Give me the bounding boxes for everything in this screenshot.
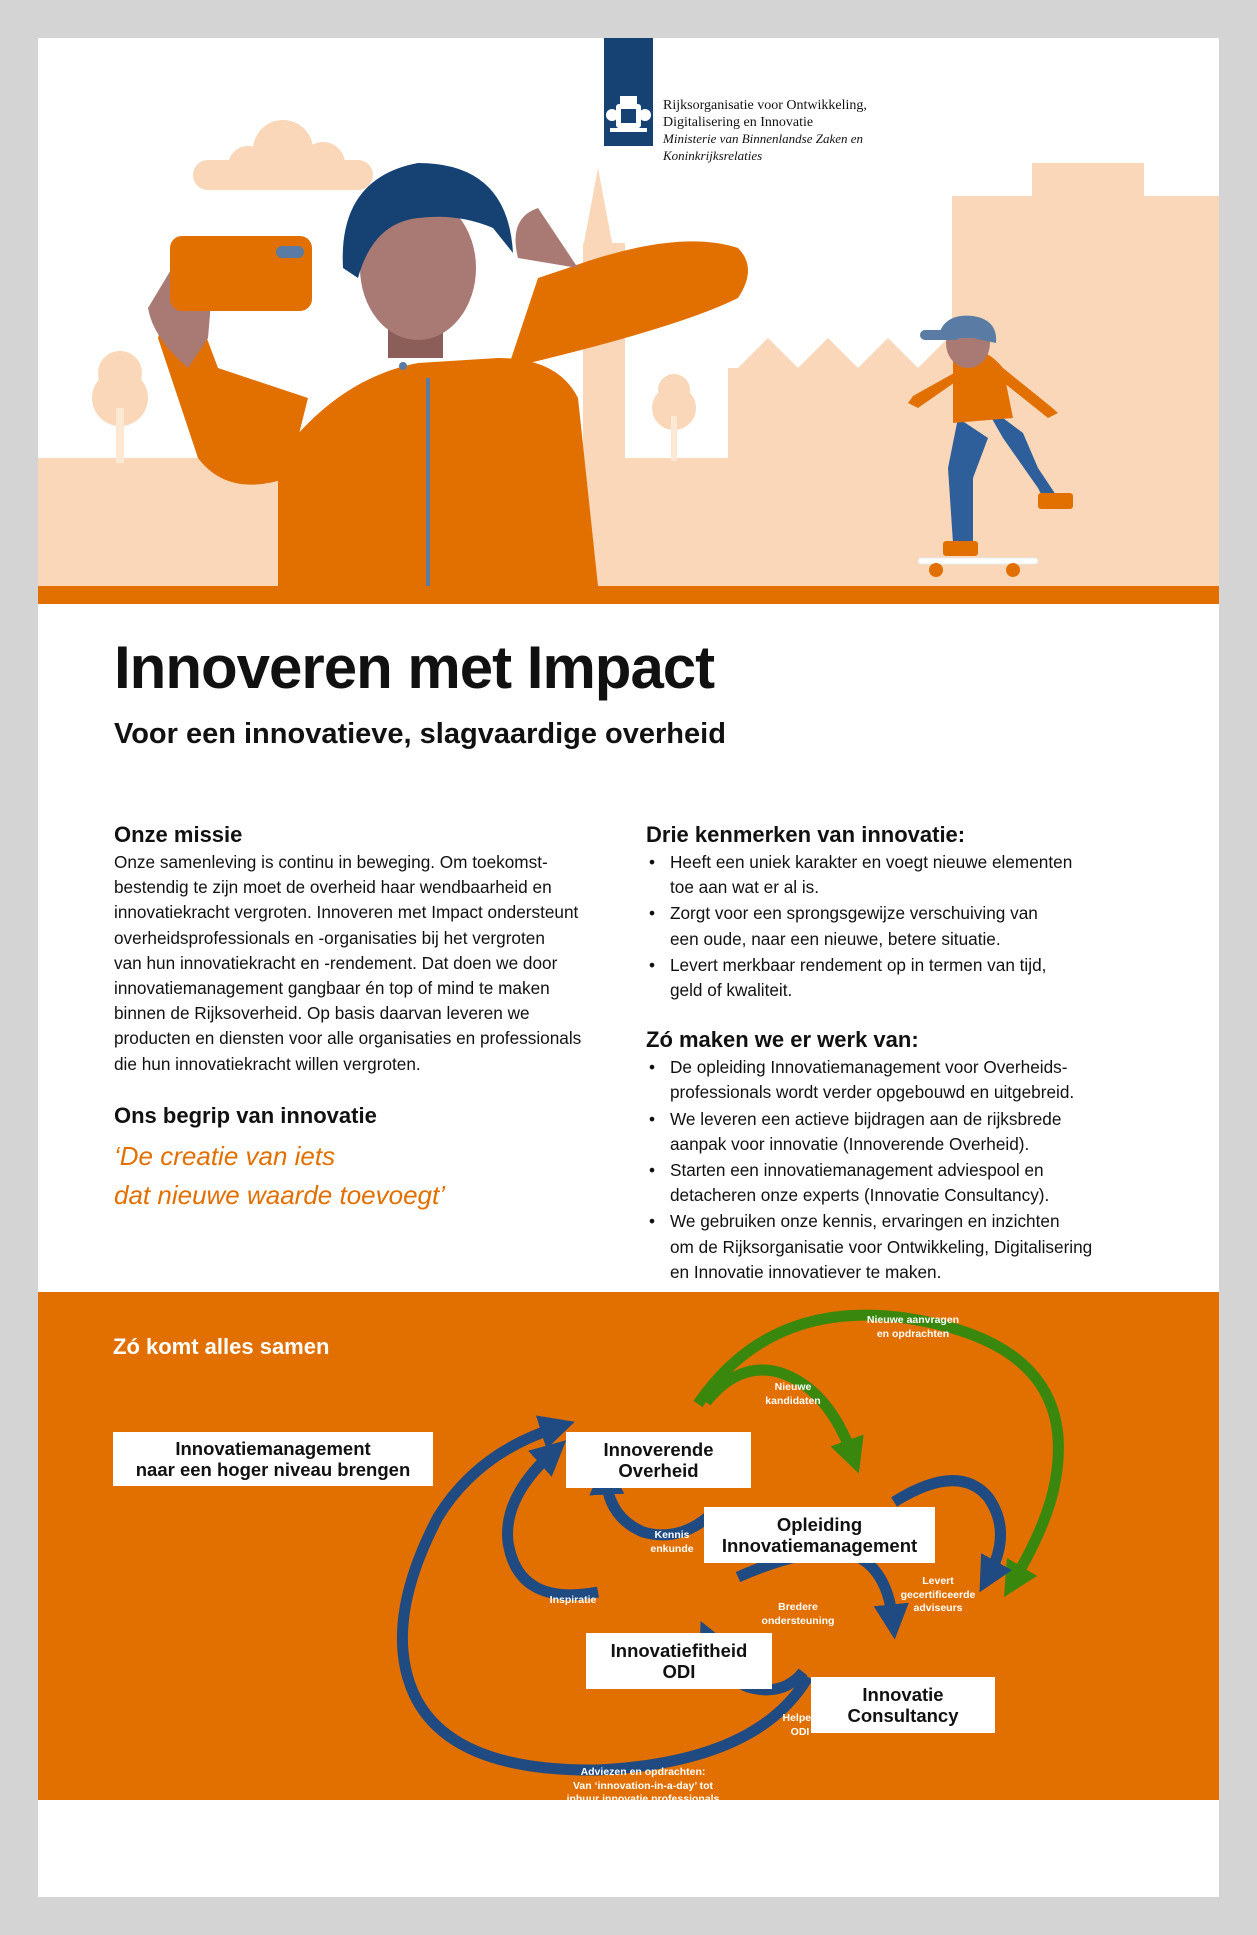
node-innovatie-consultancy [811, 1677, 995, 1733]
org-name-line: Digitalisering en Innovatie [663, 114, 814, 130]
list-item: • Levert merkbaar rendement op in termen van tijd, geld of kwaliteit. [646, 953, 1166, 1003]
node-line: Consultancy [847, 1705, 959, 1726]
diagram-band [38, 1292, 1219, 1805]
label-helpen: Helpen ODI [782, 1712, 818, 1738]
rijksoverheid-logo [604, 38, 653, 146]
diagram-title: Zó komt alles samen [113, 1334, 330, 1359]
page-title: Innoveren met Impact [114, 634, 715, 701]
node-line: Innoverende [603, 1439, 714, 1460]
node-opleiding [704, 1507, 935, 1563]
mission-line: bestendig te zijn moet de overheid haar wendbaarheid en [114, 877, 552, 898]
list-item: • De opleiding Innovatiemanagement voor Overheids- professionals wordt verder opgebouwd en uitgebreid. [646, 1055, 1166, 1105]
poster-page [38, 38, 1219, 1897]
label-bredere: Bredere ondersteuning [761, 1601, 835, 1627]
organization-name [663, 98, 867, 164]
tree-icon [652, 374, 696, 461]
label-nieuwe-aanvragen: Nieuwe aanvragen en opdrachten [866, 1314, 960, 1340]
label-levert: Levert gecertificeerde adviseurs [900, 1575, 976, 1614]
page-subtitle: Voor een innovatieve, slagvaardige overheid [114, 718, 726, 750]
quote-line: ‘De creatie van iets [114, 1140, 336, 1171]
mission-line: overheidsprofessionals en -organisaties bij het vergroten [114, 927, 545, 948]
org-name-line: Rijksorganisatie voor Ontwikkeling, [663, 98, 867, 113]
ministry-line: Ministerie van Binnenlandse Zaken en [663, 131, 864, 146]
characteristics-heading: Drie kenmerken van innovatie: [646, 822, 966, 847]
definition-heading: Ons begrip van innovatie [114, 1102, 377, 1128]
list-item: • Heeft een uniek karakter en voegt nieuwe elementen toe aan wat er al is. [646, 850, 1166, 900]
label-adviezen: Adviezen en opdrachten: Van ‘innovation-in-a-day’ tot inhuur innovatie professionals [566, 1766, 720, 1805]
node-line: Overheid [618, 1460, 699, 1481]
goal-line: naar een hoger niveau brengen [135, 1459, 411, 1480]
characteristics-list [646, 850, 1166, 1003]
list-item: • We leveren een actieve bijdragen aan de rijksbrede aanpak voor innovatie (Innoverende Overheid). [646, 1107, 1166, 1157]
approach-heading: Zó maken we er werk van: [646, 1027, 919, 1053]
mission-line: van hun innovatiekracht en -rendement. Dat doen we door [114, 952, 558, 973]
node-line: Innovatiemanagement [721, 1535, 918, 1556]
list-item: • Starten een innovatiemanagement adviespool en detacheren onze experts (Innovatie Consultancy). [646, 1158, 1166, 1208]
coat-of-arms-icon [604, 38, 653, 146]
mission-line: Onze samenleving is continu in beweging. Om toekomst- [114, 852, 548, 872]
approach-list [646, 1055, 1166, 1285]
tree-icon [92, 351, 148, 463]
mission-text [114, 850, 634, 1077]
left-column [114, 822, 634, 1215]
mission-line: binnen de Rijksoverheid. Op basis daarvan leveren we [114, 1003, 530, 1024]
node-line: ODI [662, 1661, 696, 1682]
definition-quote [114, 1137, 634, 1215]
label-inspiratie: Inspiratie [549, 1594, 597, 1606]
right-column [646, 822, 1166, 1286]
label-nieuwe-kandidaten: Nieuwe kandidaten [765, 1381, 821, 1407]
person-body [278, 358, 598, 586]
mission-line: producten en diensten voor alle organisaties en professionals [114, 1028, 582, 1049]
goal-line: Innovatiemanagement [175, 1438, 371, 1459]
mission-heading: Onze missie [114, 822, 243, 847]
node-line: Opleiding [776, 1514, 863, 1535]
list-item: • Zorgt voor een sprongsgewijze verschuiving van een oude, naar een nieuwe, betere situatie. [646, 901, 1166, 951]
cloud-icon [193, 120, 373, 190]
node-line: Innovatie [862, 1684, 944, 1705]
mission-line: die hun innovatiekracht willen vergroten. [114, 1053, 421, 1074]
mission-line: innovatiemanagement gangbaar én top of mind te maken [114, 978, 550, 999]
goal-box [113, 1432, 433, 1486]
church-tower [583, 168, 613, 248]
ministry-line: Koninkrijksrelaties [663, 147, 763, 163]
mission-line: innovatiekracht vergroten. Innoveren met Impact ondersteunt [114, 902, 579, 923]
node-innovatiefitheid-odi [586, 1633, 772, 1689]
node-innoverende-overheid [566, 1432, 751, 1488]
node-line: Innovatiefitheid [610, 1640, 748, 1661]
label-kennis: Kennis enkunde [650, 1529, 694, 1555]
flow-arrows [38, 1292, 1219, 1800]
quote-line: dat nieuwe waarde toevoegt’ [114, 1179, 446, 1210]
list-item: • We gebruiken onze kennis, ervaringen en inzichten om de Rijksorganisatie voor Ontwikkeling, Digitalisering en Innovatie innovatiever te maken. [646, 1209, 1166, 1285]
